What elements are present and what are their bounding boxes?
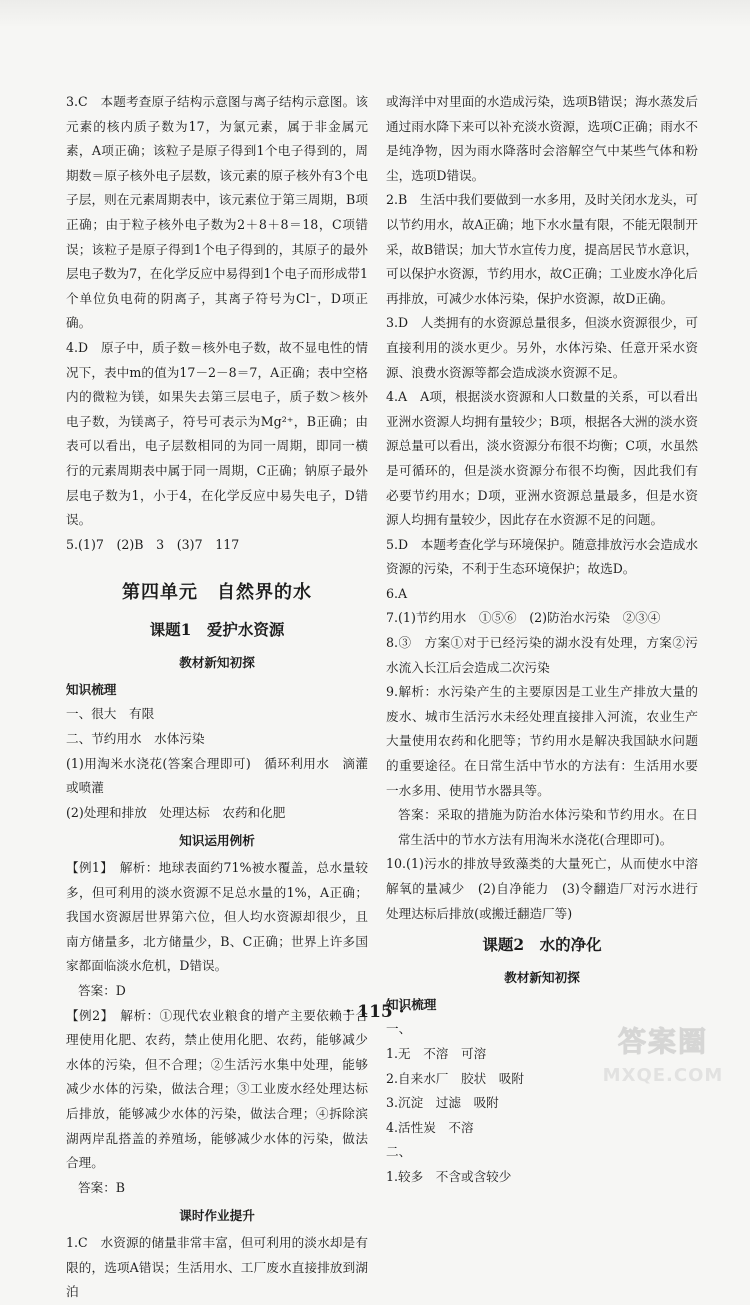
paragraph: 一、 xyxy=(386,1021,412,1037)
watermark-logo xyxy=(588,1025,738,1086)
paragraph: 【例2】 解析：①现代农业粮食的增产主要依赖于合理使用化肥、农药，禁止使用化肥、农药，能够减少水体的污染，但不合理；②生活污水集中处理，能够减少水体的污染，做法合理；③工业废水经处理达标后排放，能够减少水体的污染，做法合理；④拆除滨湖两岸乱搭盖的养殖场，能够减少水体的污染，做法合理。 xyxy=(66,1007,368,1171)
paragraph: 【例1】 解析：地球表面约71%被水覆盖，总水量较多，但可利用的淡水资源不足总水量的1%，A正确；我国水资源居世界第六位，但人均水资源却很少，且南方储量多，北方储量少，B、C正确；世界上许多国家都面临淡水危机，D错误。 xyxy=(66,860,368,974)
paragraph: 答案：B xyxy=(78,1179,126,1195)
watermark-url: MXQE.COM xyxy=(602,1065,724,1086)
paragraph: 二、节约用水 水体污染 xyxy=(66,731,205,747)
left-column xyxy=(66,90,368,1305)
section-title: 教材新知初探 xyxy=(504,970,580,986)
subsection-title: 知识梳理 xyxy=(386,996,437,1012)
paragraph: (1)用淘米水浇花(答案合理即可) 循环利用水 滴灌或喷灌 xyxy=(66,755,368,796)
paragraph: 答案：采取的措施为防治水体污染和节约用水。在日常生活中的节水方法有用淘米水浇花(合理即可)。 xyxy=(398,807,698,847)
paragraph: 2.B 生活中我们要做到一水多用，及时关闭水龙头，可以节约用水，故A正确；地下水水量有限，不能无限制开采，故B错误；加大节水宣传力度，提高居民节水意识，可以保护水资源，节约用水，故C正确；工业废水净化后再排放，可减少水体污染，保护水资源，故D正确。 xyxy=(386,192,698,306)
scan-edge xyxy=(0,0,750,28)
paragraph: 4.活性炭 不溶 xyxy=(386,1119,474,1135)
subsection-title: 知识梳理 xyxy=(66,681,117,697)
paragraph: 1.无 不溶 可溶 xyxy=(386,1045,487,1061)
paragraph: 二、 xyxy=(386,1144,412,1160)
paragraph: 4.A A项，根据淡水资源和人口数量的关系，可以看出亚洲水资源人均拥有量较少；B项，根据各大洲的淡水资源总量可以看出，淡水资源分布很不均衡；C项，水虽然是可循环的，但是淡水资源分布很不均衡，因此我们有必要节约用水；D项，亚洲水资源总量最多，但是水资源人均拥有量较少，因此存在水资源不足的问题。 xyxy=(386,389,698,528)
paragraph: 6.A xyxy=(386,585,408,601)
paragraph: 5.D 本题考查化学与环境保护。随意排放污水会造成水资源的污染，不利于生态环境保护；故选D。 xyxy=(386,536,698,577)
watermark-text: 答案圈 xyxy=(617,1025,708,1058)
paragraph: (2)处理和排放 处理达标 农药和化肥 xyxy=(66,804,286,820)
lesson-title: 课题1 爱护水资源 xyxy=(149,620,285,640)
lesson-title: 课题2 水的净化 xyxy=(482,935,602,955)
paragraph: 8.③ 方案①对于已经污染的湖水没有处理，方案②污水流入长江后会造成二次污染 xyxy=(386,635,698,675)
paragraph: 4.D 原子中，质子数＝核外电子数，故不显电性的情况下，表中m的值为17－2－8＝7，A正确；表中空格内的微粒为镁，如果失去第三层电子，质子数＞核外电子数，为镁离子，符号可表示为Mg²⁺，B正确；由表可以看出，电子层数相同的为同一周期，即同一横行的元素周期表中属于同一周期，C正确；钠原子最外层电子数为1，小于4，在化学反应中易失电子，D错误。 xyxy=(66,339,368,528)
paragraph: 1.较多 不含或含较少 xyxy=(386,1168,512,1184)
paragraph: 2.自来水厂 胶状 吸附 xyxy=(386,1070,524,1086)
paragraph: 3.沉淀 过滤 吸附 xyxy=(386,1095,499,1111)
paragraph: 答案：D xyxy=(78,983,126,998)
section-title: 课时作业提升 xyxy=(179,1208,255,1224)
paragraph: 1.C 水资源的储量非常丰富，但可利用的淡水却是有限的，选项A错误；生活用水、工厂废水直接排放到湖泊 xyxy=(66,1234,368,1300)
paragraph: 5.(1)7 (2)B 3 (3)7 117 xyxy=(66,536,240,552)
paragraph: 10.(1)污水的排放导致藻类的大量死亡，从而使水中溶解氧的量减少 (2)自净能力 (3)令翻造厂对污水进行处理达标后排放(或搬迁翻造厂等) xyxy=(386,856,698,921)
paragraph: 9.解析：水污染产生的主要原因是工业生产排放大量的废水、城市生活污水未经处理直接排入河流，农业生产大量使用农药和化肥等；节约用水是解决我国缺水问题的重要途径。在日常生活中节水的方法有：生活用水要一水多用、使用节水器具等。 xyxy=(386,684,698,798)
paragraph: 或海洋中对里面的水造成污染，选项B错误；海水蒸发后通过雨水降下来可以补充淡水资源，选项C正确；雨水不是纯净物，因为雨水降落时会溶解空气中某些气体和粉尘，选项D错误。 xyxy=(386,94,698,183)
page-number: · 115 · xyxy=(345,1002,405,1022)
section-title: 知识运用例析 xyxy=(179,833,255,849)
unit-title: 第四单元 自然界的水 xyxy=(122,582,312,604)
section-title: 教材新知初探 xyxy=(179,655,255,671)
paragraph: 一、很大 有限 xyxy=(66,706,155,722)
paragraph: 3.C 本题考查原子结构示意图与离子结构示意图。该元素的核内质子数为17，为氯元素，属于非金属元素，A项正确；该粒子是原子得到1个电子得到的，周期数＝原子核外电子层数，该元素的原子核外有3个电子层，则在元素周期表中，该元素位于第三周期，B项正确；由于粒子核外电子数为2＋8＋8＝18，C项错误；该粒子是原子得到1个电子得到的，其原子的最外层电子数为7，在化学反应中易得到1个电子而形成带1个单位负电荷的阴离子，其离子符号为Cl⁻，D项正确。 xyxy=(66,94,368,331)
paragraph: 3.D 人类拥有的水资源总量很多，但淡水资源很少，可直接利用的淡水更少。另外，水体污染、任意开采水资源、浪费水资源等都会造成淡水资源不足。 xyxy=(386,315,698,380)
paragraph: 7.(1)节约用水 ①⑤⑥ (2)防治水污染 ②③④ xyxy=(386,610,661,626)
